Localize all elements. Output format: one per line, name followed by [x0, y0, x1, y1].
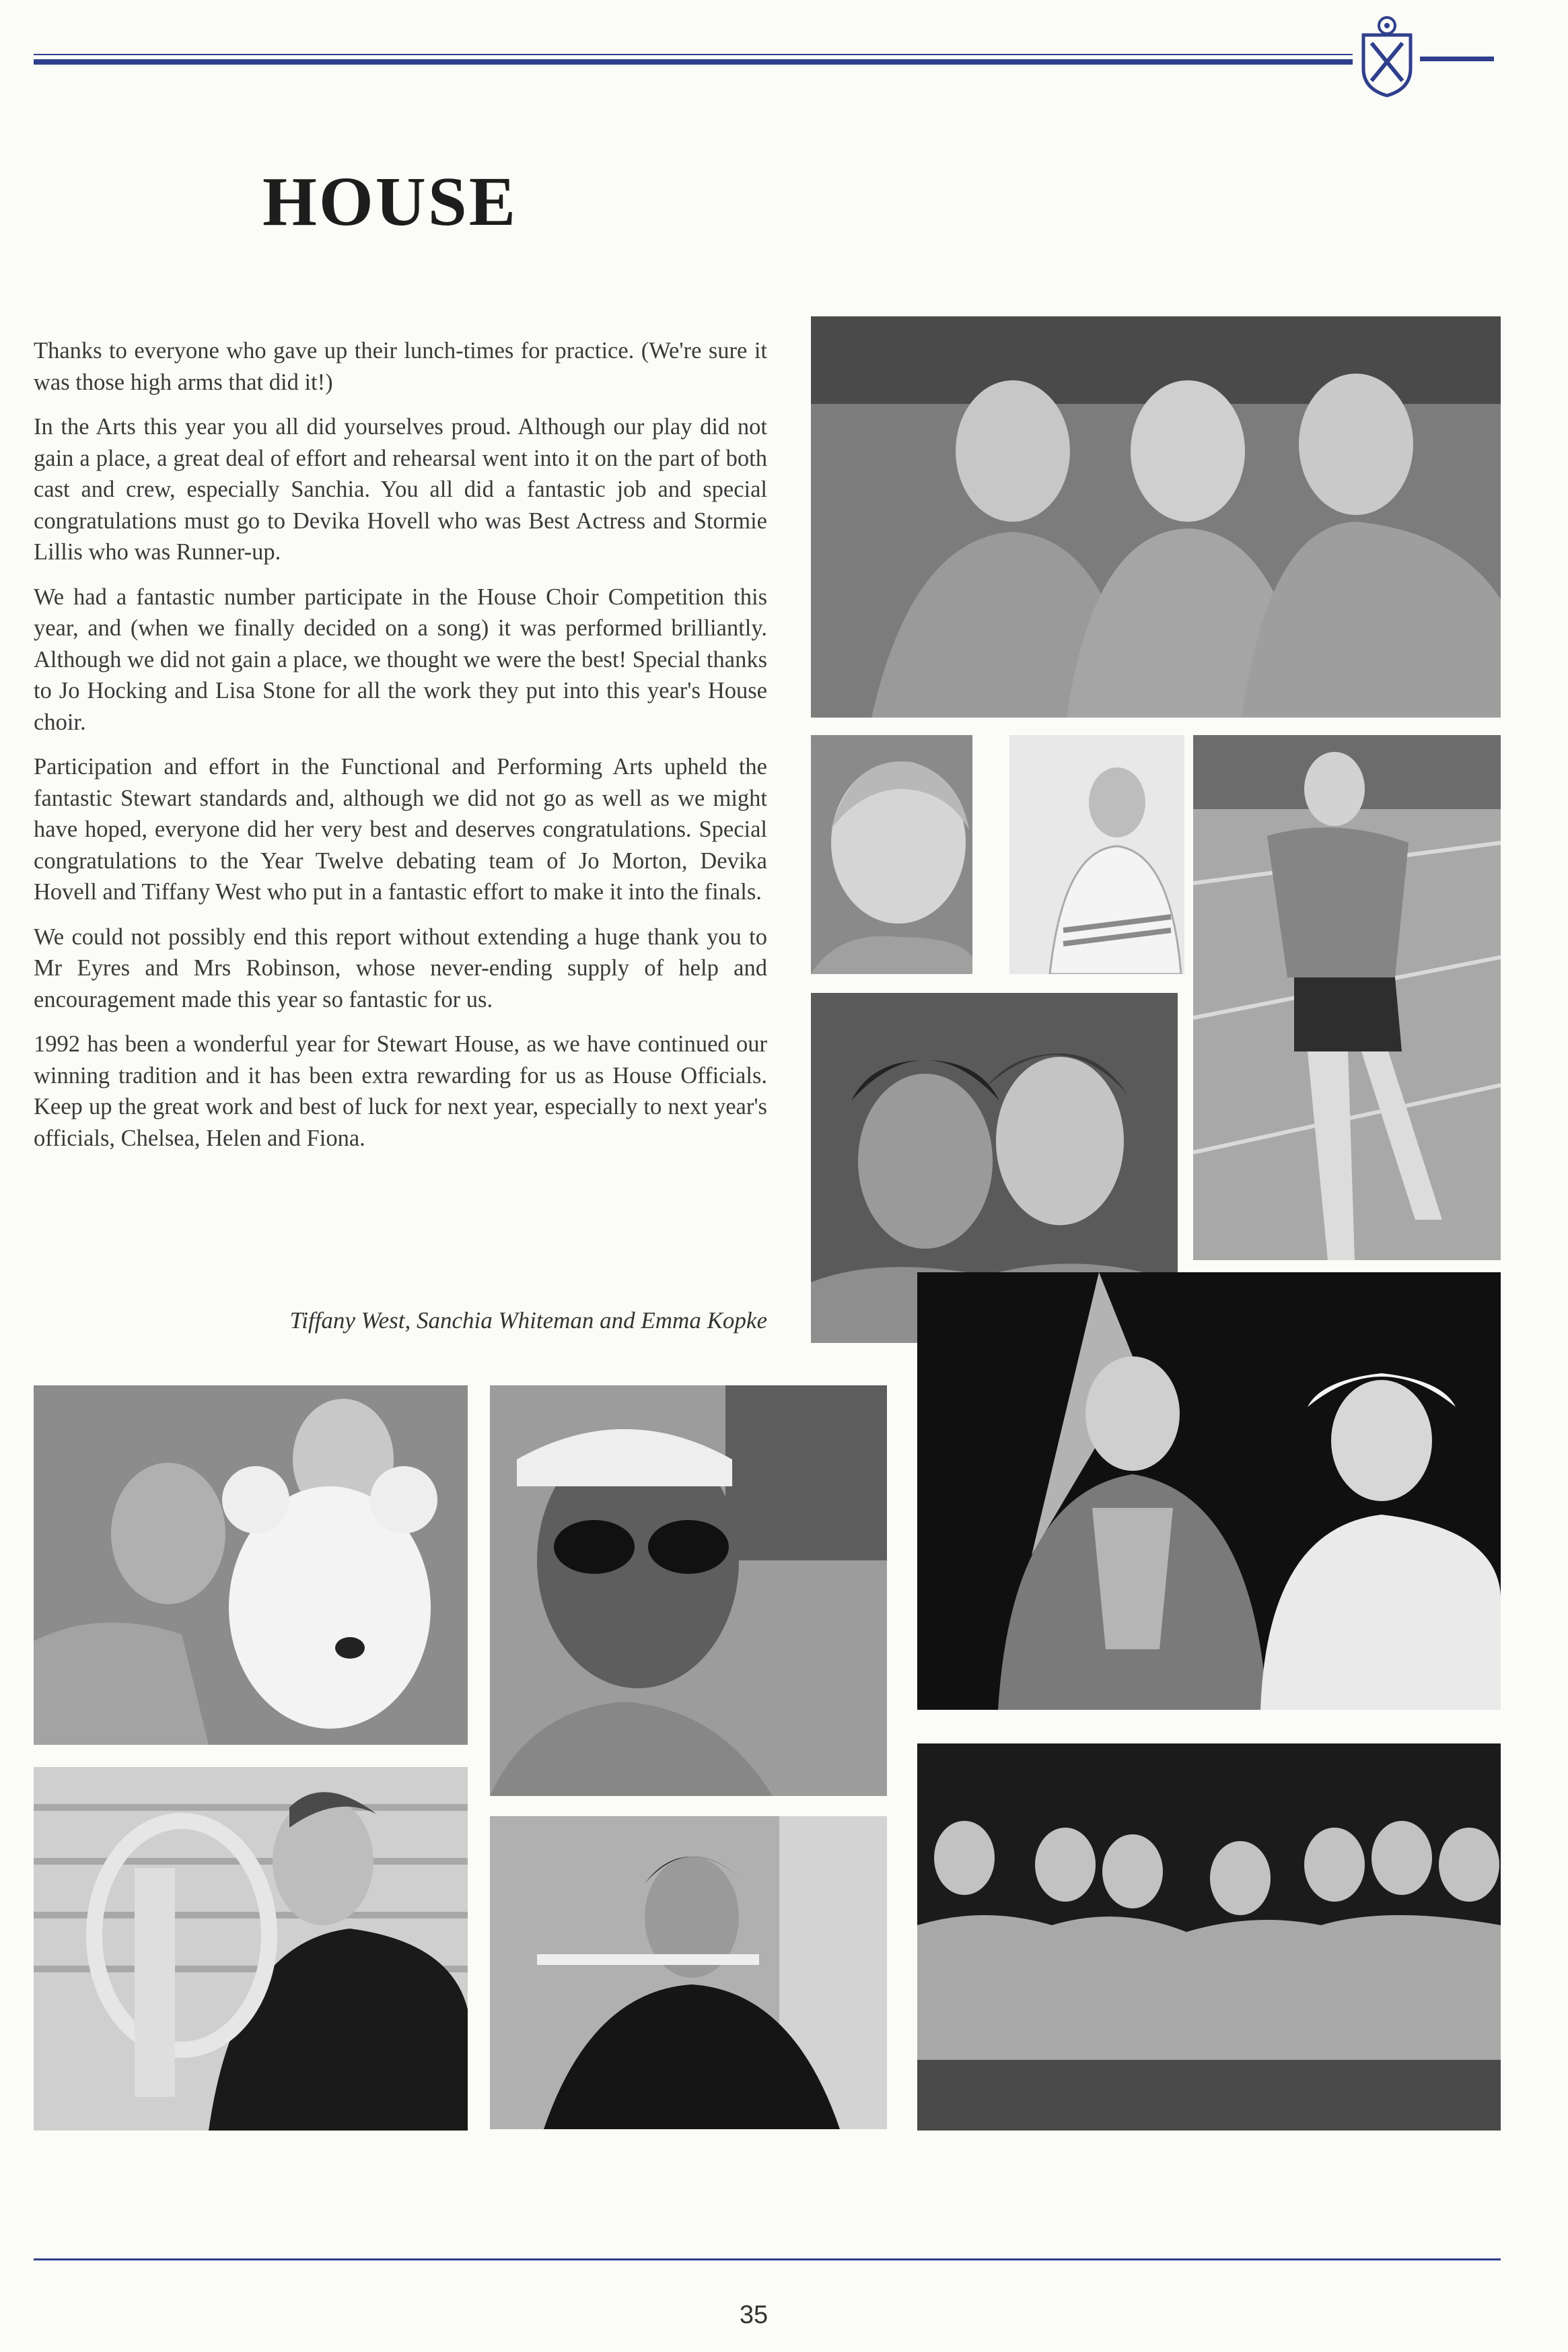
- photo-smiling-girl: [811, 735, 972, 974]
- footer-rule: [34, 2258, 1501, 2260]
- photo-group-of-girls: [917, 1743, 1501, 2131]
- photo-runner: [1193, 735, 1501, 1260]
- byline: Tiffany West, Sanchia Whiteman and Emma Kopke: [289, 1307, 767, 1334]
- photo-costumed-performers: [917, 1272, 1501, 1710]
- header-rule-thin: [34, 54, 1353, 55]
- photo-flute-player: [490, 1816, 887, 2129]
- paragraph-1: Thanks to everyone who gave up their lunch-times for practice. (We're sure it was those high arms that did it!): [34, 338, 767, 395]
- photo-euphonium-player: [34, 1767, 468, 2131]
- page-number: 35: [739, 2301, 769, 2329]
- header-rule-right: [1420, 57, 1494, 61]
- photo-teddy-bear: [34, 1385, 468, 1745]
- paragraph-3: We had a fantastic number participate in the House Choir Competition this year, and (when we finally decided on a song) it was performed brilliantly. Although we did not gain a place, we thought we were the best! Special thanks to Jo Hocking and Lisa Stone for all the work they put into this year's House choir.: [34, 584, 767, 735]
- article-body: [34, 335, 767, 1167]
- paragraph-5: We could not possibly end this report without extending a huge thank you to Mr Eyres and Mrs Robinson, whose never-ending supply of help and encouragement made this year so fantastic for us.: [34, 924, 767, 1012]
- paragraph-6: 1992 has been a wonderful year for Stewart House, as we have continued our winning tradition and it has been extra rewarding for us as House Officials. Keep up the great work and best of luck for next year, especially to next year's officials, Chelsea, Helen and Fiona.: [34, 1031, 767, 1151]
- photo-girl-sunglasses: [490, 1385, 887, 1796]
- photo-girl-portrait: [1009, 735, 1184, 974]
- header-rule-thick: [34, 59, 1353, 65]
- page-title: HOUSE: [262, 163, 518, 240]
- paragraph-4: Participation and effort in the Functional and Performing Arts upheld the fantastic Stewart standards and, although we did not go as well as we might have hoped, everyone did her very best and deserves congratulations. Special congratulations to the Year Twelve debating team of Jo Morton, Devika Hovell and Tiffany West who put in a fantastic effort to make it into the finals.: [34, 754, 767, 905]
- paragraph-2: In the Arts this year you all did yourselves proud. Although our play did not gain a place, a great deal of effort and rehearsal went into it on the part of both cast and crew, especially Sanchia. You all did a fantastic job and special congratulations must go to Devika Hovell who was Best Actress and Stormie Lillis who was Runner-up.: [34, 414, 767, 565]
- school-crest-icon: [1358, 15, 1416, 98]
- photo-three-girls: [811, 316, 1501, 718]
